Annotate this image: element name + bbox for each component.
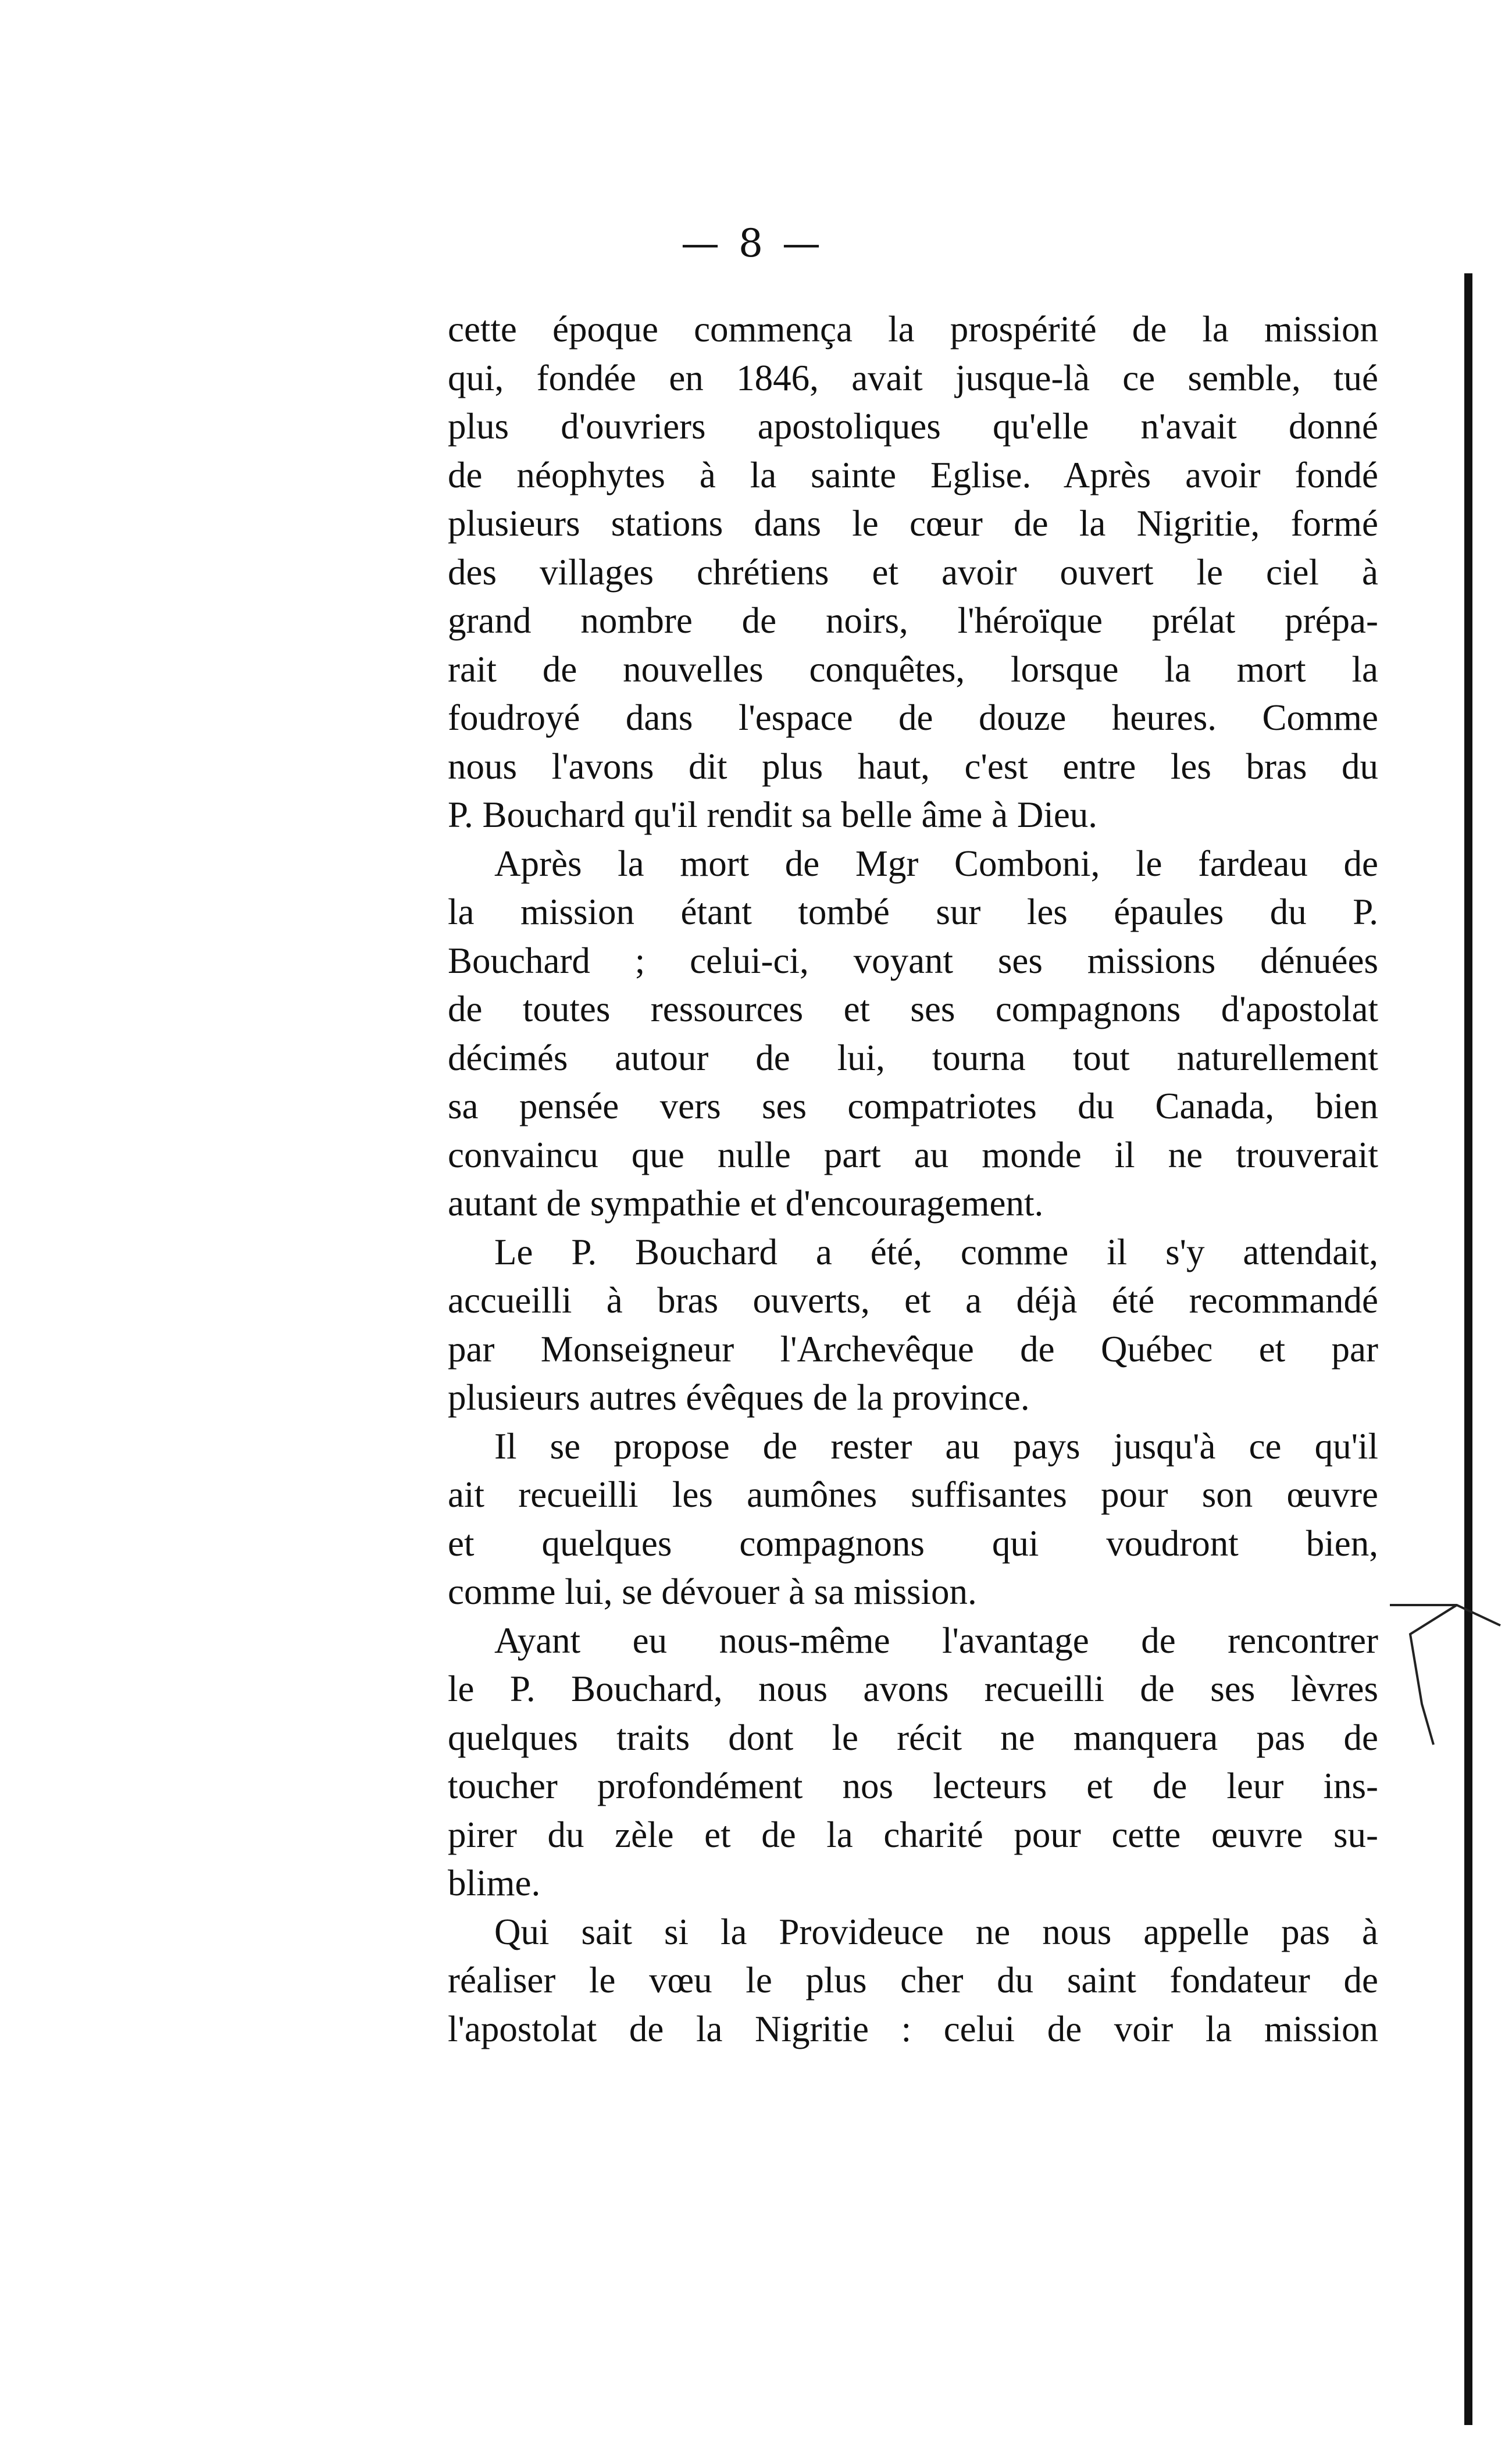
text-line: Bouchard ; celui-ci, voyant ses missions dénuées xyxy=(448,940,1378,981)
text-line: Il se propose de rester au pays jusqu'à ce qu'il xyxy=(494,1425,1378,1467)
text-line: le P. Bouchard, nous avons recueilli de ses lèvres xyxy=(448,1668,1378,1709)
text-line: qui, fondée en 1846, avait jusque-là ce semble, tué xyxy=(448,357,1378,398)
text-line: foudroyé dans l'espace de douze heures. Comme xyxy=(448,697,1378,738)
text-line: plus d'ouvriers apostoliques qu'elle n'avait donné xyxy=(448,406,1378,447)
text-line: des villages chrétiens et avoir ouvert le ciel à xyxy=(448,551,1378,593)
text-line: rait de nouvelles conquêtes, lorsque la mort la xyxy=(448,648,1378,690)
text-line: par Monseigneur l'Archevêque de Québec et par xyxy=(448,1328,1378,1370)
text-line: la mission étant tombé sur les épaules du P. xyxy=(448,892,1378,932)
text-line: convaincu que nulle part au monde il ne trouverait xyxy=(448,1134,1378,1175)
text-line: grand nombre de noirs, l'héroïque prélat prépa- xyxy=(448,600,1378,641)
text-line: réaliser le vœu le plus cher du saint fondateur de xyxy=(448,1960,1378,2001)
paragraph xyxy=(448,1228,1378,1422)
text-line: autant de sympathie et d'encouragement. xyxy=(448,1183,1044,1224)
text-line: quelques traits dont le récit ne manquera pas de xyxy=(448,1717,1378,1758)
text-line: pirer du zèle et de la charité pour cette œuvre su- xyxy=(448,1814,1378,1855)
paragraph xyxy=(448,1908,1378,2054)
text-line: Le P. Bouchard a été, comme il s'y attendait, xyxy=(494,1231,1378,1272)
text-line: Qui sait si la Provideuce ne nous appelle pas à xyxy=(494,1911,1378,1952)
binding-edge-bar xyxy=(1464,273,1472,2425)
text-line: plusieurs stations dans le cœur de la Nigritie, formé xyxy=(448,503,1378,544)
paragraph xyxy=(448,840,1378,1228)
text-line: blime. xyxy=(448,1863,541,1903)
body-text xyxy=(448,305,1378,2053)
text-line: sa pensée vers ses compatriotes du Canada, bien xyxy=(448,1086,1378,1126)
text-line: nous l'avons dit plus haut, c'est entre les bras du xyxy=(448,746,1378,787)
text-line: plusieurs autres évêques de la province. xyxy=(448,1377,1030,1418)
text-line: de néophytes à la sainte Eglise. Après avoir fondé xyxy=(448,454,1378,495)
text-line: cette époque commença la prospérité de la mission xyxy=(448,309,1378,350)
text-line: toucher profondément nos lecteurs et de leur ins- xyxy=(448,1766,1378,1806)
text-line: et quelques compagnons qui voudront bien, xyxy=(448,1522,1378,1564)
paragraph xyxy=(448,1422,1378,1617)
text-line: l'apostolat de la Nigritie : celui de voir la mission xyxy=(448,2008,1378,2049)
text-line: Ayant eu nous-même l'avantage de rencontrer xyxy=(494,1620,1378,1661)
margin-bracket-mark xyxy=(1387,1593,1503,1750)
text-line: de toutes ressources et ses compagnons d'apostolat xyxy=(448,989,1378,1029)
paragraph xyxy=(448,1617,1378,1908)
text-line: ait recueilli les aumônes suffisantes pour son œuvre xyxy=(448,1474,1378,1515)
page-number: — 8 — xyxy=(681,221,824,266)
text-line: Après la mort de Mgr Comboni, le fardeau de xyxy=(494,843,1378,884)
text-line: accueilli à bras ouverts, et a déjà été recommandé xyxy=(448,1280,1378,1321)
text-line: P. Bouchard qu'il rendit sa belle âme à Dieu. xyxy=(448,794,1098,835)
text-line: comme lui, se dévouer à sa mission. xyxy=(448,1571,977,1612)
paragraph xyxy=(448,305,1378,840)
text-line: décimés autour de lui, tourna tout naturellement xyxy=(448,1037,1378,1078)
